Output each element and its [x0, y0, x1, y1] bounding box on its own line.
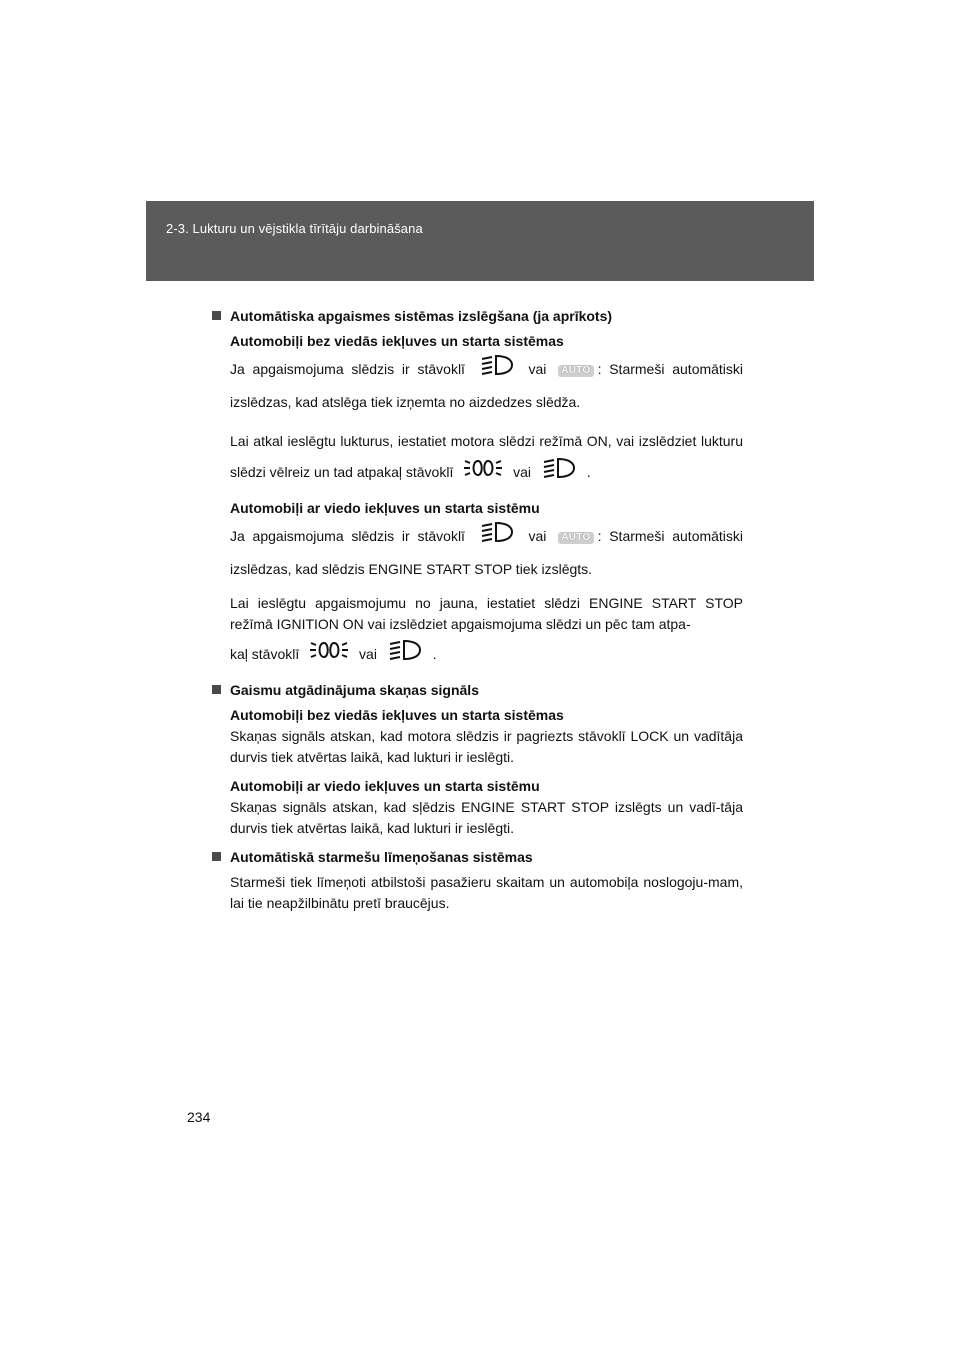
paragraph: Skaņas signāls atskan, kad sļēdzis ENGINE START STOP izslēgts un vadī-tāja durvis tiek atvērtas laikā, kad lukturi ir ieslēgti.	[230, 799, 743, 836]
section-auto-leveling	[212, 847, 743, 914]
square-bullet-icon	[212, 685, 221, 694]
manual-content	[212, 306, 743, 922]
section-light-reminder-buzzer	[212, 680, 743, 839]
parking-light-icon	[463, 457, 503, 490]
section-title: 2-3. Lukturu un vējstikla tīrītāju darbināšana	[166, 221, 423, 236]
auto-icon: AUTO	[558, 365, 593, 377]
square-bullet-icon	[212, 852, 221, 861]
headlight-icon	[479, 354, 515, 387]
paragraph: kaļ stāvoklī vai .	[212, 639, 743, 672]
section-heading: Automātiskā starmešu līmeņošanas sistēmas	[212, 847, 743, 868]
section-heading: Automātiska apgaismes sistēmas izslēgšana (ja aprīkots)	[212, 306, 743, 327]
section-auto-light-off	[212, 306, 743, 672]
paragraph: Ja apgaismojuma slēdzis ir stāvoklī vai AUTO : Starmeši automātiski izslēdzas, kad slēdzis ENGINE START STOP tiek izslēgts.	[212, 521, 743, 585]
headlight-icon	[479, 521, 515, 554]
subheading: Automobiļi ar viedo iekļuves un starta sistēmu	[230, 500, 540, 516]
auto-icon: AUTO	[558, 532, 593, 544]
page-number: 234	[187, 1109, 211, 1125]
subheading: Automobiļi bez viedās iekļuves un starta sistēmas	[230, 333, 564, 349]
headlight-icon	[387, 639, 423, 672]
paragraph: Lai atkal ieslēgtu lukturus, iestatiet motora slēdzi režīmā ON, vai izslēdziet lukturu slēdzi vēlreiz un tad atpakaļ stāvoklī vai .	[212, 426, 743, 490]
paragraph: Skaņas signāls atskan, kad motora slēdzis ir pagriezts stāvoklī LOCK un vadītāja durvis tiek atvērtas laikā, kad lukturi ir ieslēgti.	[230, 728, 743, 765]
square-bullet-icon	[212, 311, 221, 320]
subheading: Automobiļi bez viedās iekļuves un starta sistēmas	[230, 707, 564, 723]
subheading: Automobiļi ar viedo iekļuves un starta sistēmu	[230, 778, 540, 794]
headlight-icon	[541, 457, 577, 490]
paragraph: Ja apgaismojuma slēdzis ir stāvoklī vai AUTO : Starmeši automātiski izslēdzas, kad atslēga tiek izņemta no aizdedzes slēdža.	[212, 354, 743, 418]
parking-light-icon	[309, 639, 349, 672]
paragraph: Starmeši tiek līmeņoti atbilstoši pasažieru skaitam un automobiļa noslogoju-mam, lai tie neapžilbinātu pretī braucējus.	[230, 874, 743, 911]
paragraph: Lai ieslēgtu apgaismojumu no jauna, iestatiet slēdzi ENGINE START STOP režīmā IGNITION ON vai izslēdziet apgaismojuma slēdzi un pēc tam atpa-	[230, 595, 743, 632]
section-header	[146, 201, 814, 281]
section-heading: Gaismu atgādinājuma skaņas signāls	[212, 680, 743, 701]
